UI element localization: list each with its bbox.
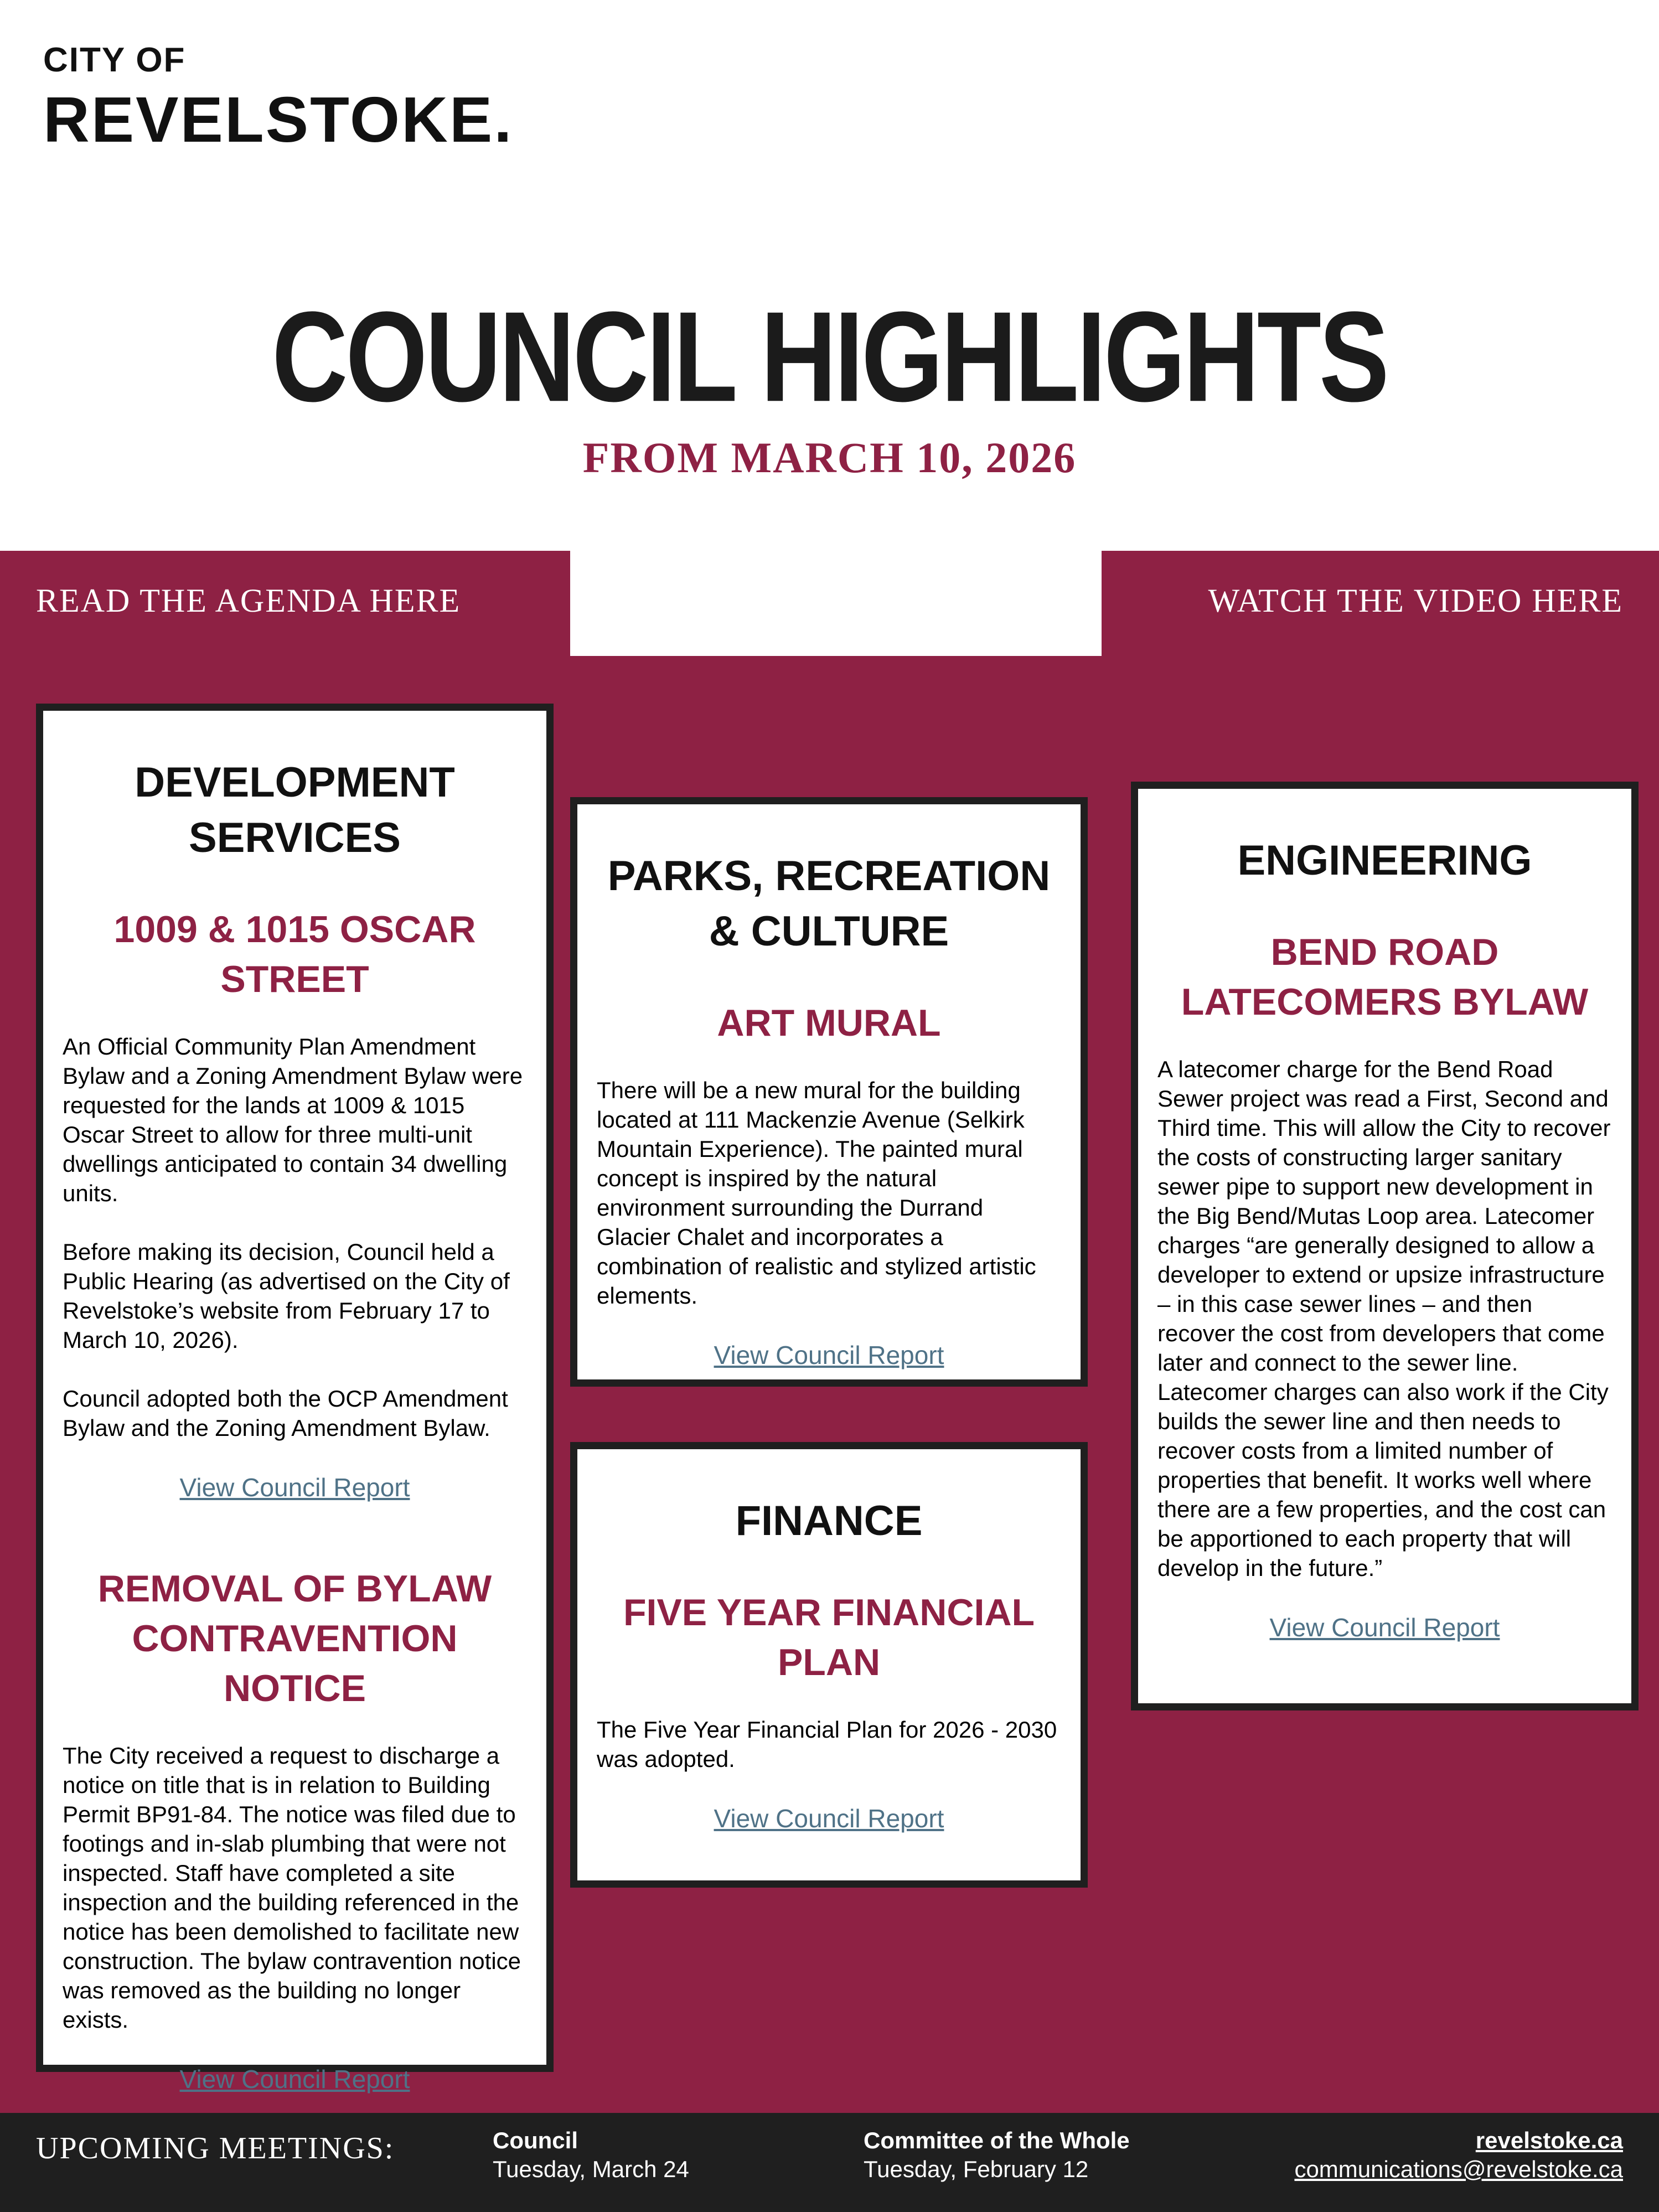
- section-paragraph: Council adopted both the OCP Amendment Bylaw and the Zoning Amendment Bylaw.: [63, 1386, 508, 1441]
- page-title: COUNCIL HIGHLIGHTS: [272, 285, 1387, 429]
- section-paragraph: The City received a request to discharge a notice on title that is in relation to Building Permit BP91-84. The notice was filed due to footings and in-slab plumbing that were not inspected. Staff have completed a site inspection and the building referenced in the notice has been demolished to facilitate new construction. The bylaw contravention notice was removed as the building no longer exists.: [63, 1743, 521, 2033]
- footer: [0, 2113, 1659, 2212]
- section-paragraph: An Official Community Plan Amendment Bylaw and a Zoning Amendment Bylaw were requested for the lands at 1009 & 1015 Oscar Street to allow for three multi-unit dwellings anticipated to contain 34 dwelling units.: [63, 1033, 523, 1206]
- section-paragraph: Before making its decision, Council held a Public Hearing (as advertised on the City of Revelstoke’s website from February 17 to March 10, 2026).: [63, 1239, 510, 1353]
- section-heading: FIVE YEAR FINANCIAL PLAN: [623, 1591, 1035, 1683]
- meeting-date: Tuesday, February 12: [864, 2156, 1089, 2182]
- view-council-report-link[interactable]: View Council Report: [714, 1804, 944, 1833]
- card-parks-recreation-culture: [570, 797, 1088, 1387]
- meeting-name: Committee of the Whole: [864, 2127, 1130, 2153]
- department-title: ENGINEERING: [1237, 837, 1532, 884]
- section-heading: 1009 & 1015 OSCAR STREET: [113, 908, 476, 1000]
- banner-white-notch: [570, 551, 1102, 656]
- page-subtitle: FROM MARCH 10, 2026: [582, 433, 1077, 482]
- logo-revelstoke: REVELSTOKE.: [43, 84, 514, 156]
- view-council-report-link[interactable]: View Council Report: [1269, 1613, 1500, 1642]
- section-paragraph: The Five Year Financial Plan for 2026 - 2030 was adopted.: [597, 1717, 1057, 1772]
- upcoming-meetings-label: UPCOMING MEETINGS:: [36, 2131, 395, 2166]
- section-paragraph: There will be a new mural for the building located at 111 Mackenzie Avenue (Selkirk Mountain Experience). The painted mural concept is inspired by the natural environment surrounding the Durrand Glacier Chalet and incorporates a combination of realistic and stylized artistic elements.: [597, 1077, 1036, 1309]
- section-paragraph: A latecomer charge for the Bend Road Sewer project was read a First, Second and Third time. This will allow the City to recover the costs of constructing larger sanitary sewer pipe to support new development in the Big Bend/Mutas Loop area. Latecomer charges “are generally designed to allow a developer to extend or upsize infrastructure – in this case sewer lines – and then recover the cost from developers that come later and connect to the sewer line. Latecomer charges can also work if the City builds the sewer line and then needs to recover costs from a limited number of properties that benefit. It works well where there are a few properties, and the cost can be apportioned to each property that will develop in the future.”: [1157, 1056, 1611, 1581]
- city-logo: [43, 41, 514, 156]
- card-finance: [570, 1442, 1088, 1888]
- view-council-report-link[interactable]: View Council Report: [179, 1473, 410, 1502]
- watch-video-link[interactable]: WATCH THE VIDEO HERE: [1208, 582, 1623, 619]
- meeting-committee-of-the-whole: [864, 2126, 1130, 2184]
- content-area: [0, 551, 1659, 2113]
- second-section: [63, 1564, 527, 2095]
- logo-city-of: CITY OF: [43, 41, 186, 79]
- section-heading: BEND ROAD LATECOMERS BYLAW: [1181, 931, 1589, 1023]
- card-development-services: [36, 704, 554, 2094]
- footer-links: [1294, 2126, 1623, 2184]
- meeting-date: Tuesday, March 24: [493, 2156, 689, 2182]
- department-title: PARKS, RECREATION & CULTURE: [607, 852, 1051, 955]
- section-heading: ART MURAL: [717, 1002, 941, 1044]
- email-link[interactable]: communications@revelstoke.ca: [1294, 2156, 1623, 2182]
- meeting-council: [493, 2126, 689, 2184]
- read-agenda-link[interactable]: READ THE AGENDA HERE: [36, 582, 461, 619]
- card-engineering: [1131, 782, 1639, 1710]
- department-title: FINANCE: [735, 1497, 923, 1544]
- view-council-report-link[interactable]: View Council Report: [714, 1341, 944, 1369]
- section-heading: REMOVAL OF BYLAW CONTRAVENTION NOTICE: [97, 1568, 492, 1709]
- website-link[interactable]: revelstoke.ca: [1475, 2127, 1623, 2153]
- view-council-report-link[interactable]: View Council Report: [179, 2065, 410, 2094]
- meeting-name: Council: [493, 2127, 578, 2153]
- department-title: DEVELOPMENT SERVICES: [135, 759, 455, 861]
